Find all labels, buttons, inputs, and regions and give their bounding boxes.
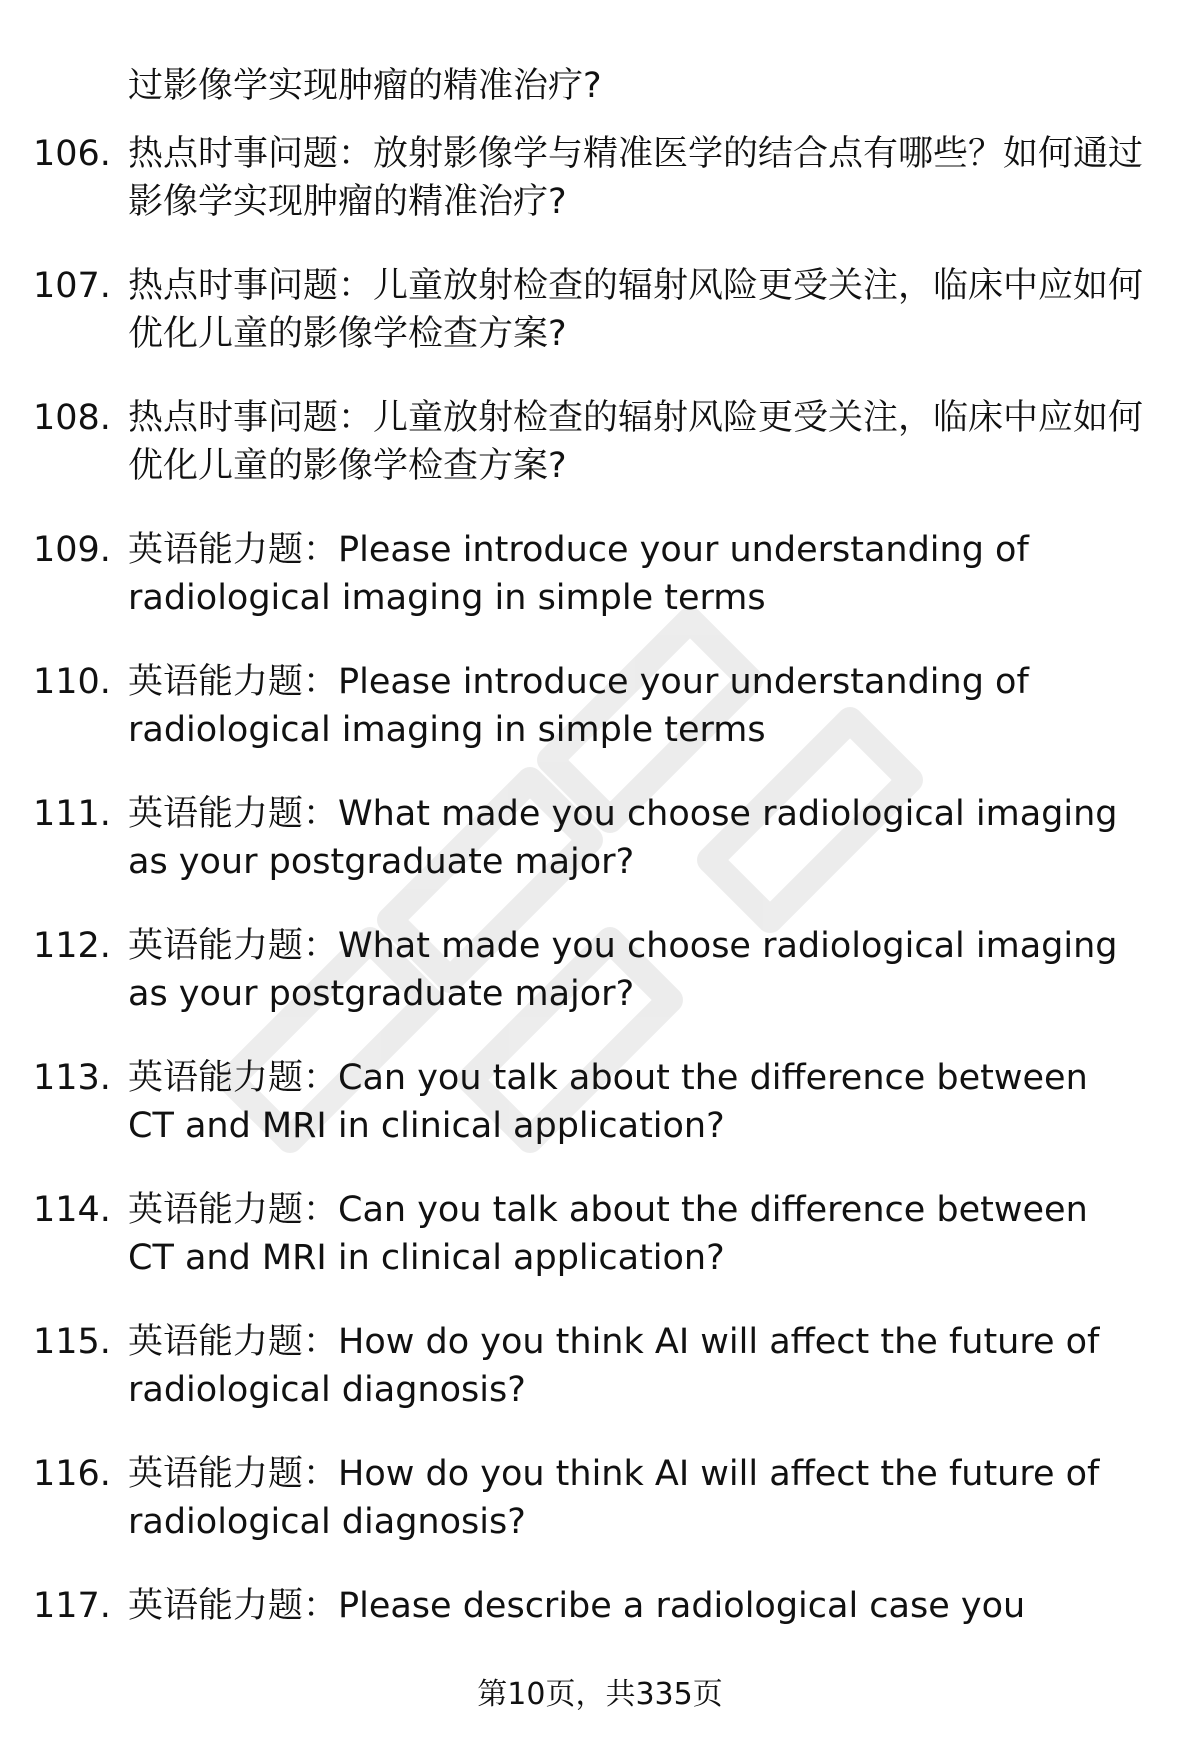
- item-text: 英语能力题：What made you choose radiological imaging as your postgraduate major?: [128, 926, 1118, 1014]
- item-text: 英语能力题：What made you choose radiological imaging as your postgraduate major?: [128, 794, 1118, 882]
- item-text: 英语能力题：Can you talk about the difference between CT and MRI in clinical application?: [128, 1190, 1088, 1278]
- item-number: 117.: [33, 1586, 111, 1626]
- page-footer: 第10页，共335页: [477, 1677, 723, 1712]
- item-number: 106.: [33, 134, 111, 174]
- item-number: 115.: [33, 1322, 111, 1362]
- item-number: 109.: [33, 530, 111, 570]
- item-text: 英语能力题：Please introduce your understanding of radiological imaging in simple terms: [128, 530, 1029, 618]
- item-text: 热点时事问题：儿童放射检查的辐射风险更受关注，临床中应如何优化儿童的影像学检查方案?: [128, 266, 1144, 354]
- item-text: 英语能力题：Please introduce your understanding of radiological imaging in simple terms: [128, 662, 1029, 750]
- item-number: 108.: [33, 398, 111, 438]
- item-number: 110.: [33, 662, 111, 702]
- item-text: 热点时事问题：儿童放射检查的辐射风险更受关注，临床中应如何优化儿童的影像学检查方案?: [128, 398, 1144, 486]
- continued-question-text: 过影像学实现肿瘤的精准治疗?: [128, 66, 602, 106]
- item-number: 111.: [33, 794, 111, 834]
- item-number: 112.: [33, 926, 111, 966]
- item-text: 热点时事问题：放射影像学与精准医学的结合点有哪些？如何通过影像学实现肿瘤的精准治疗?: [128, 134, 1144, 222]
- item-text: 英语能力题：Please describe a radiological case you: [128, 1586, 1026, 1626]
- item-number: 107.: [33, 266, 111, 306]
- item-text: 英语能力题：How do you think AI will affect the future of radiological diagnosis?: [128, 1454, 1100, 1542]
- item-number: 113.: [33, 1058, 111, 1098]
- item-number: 114.: [33, 1190, 111, 1230]
- item-number: 116.: [33, 1454, 111, 1494]
- item-text: 英语能力题：How do you think AI will affect the future of radiological diagnosis?: [128, 1322, 1100, 1410]
- item-text: 英语能力题：Can you talk about the difference between CT and MRI in clinical application?: [128, 1058, 1088, 1146]
